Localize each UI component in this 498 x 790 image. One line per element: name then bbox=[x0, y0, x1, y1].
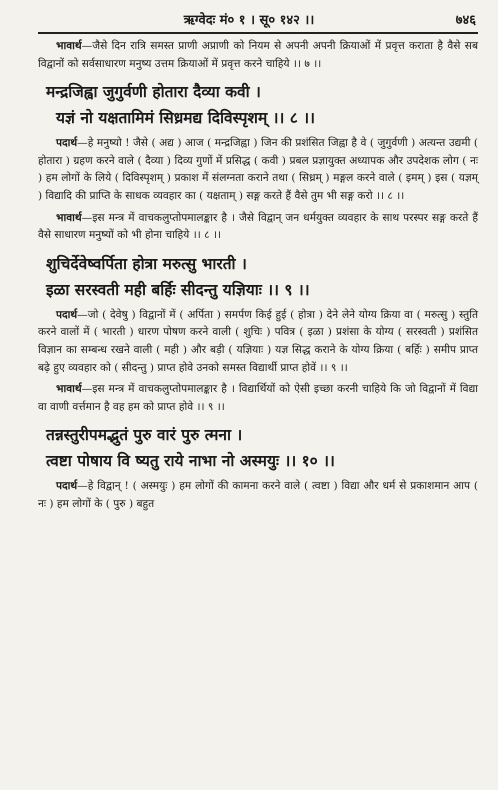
mantra-9-line-1: शुचिर्देवेष्वर्पिता होत्रा मरुत्सु भारती । bbox=[46, 253, 247, 273]
padarth-text: —हे मनुष्यो ! जैसे ( अद्य ) आज ( मन्द्रजिह्वा ) जिन की प्रशंसित जिह्वा है वे ( जुगुर्वणी ) अत्यन्त उद्यमी ( होतारा ) ग्रहण करने वाले ( दैव्या ) दिव्य गुणों में प्रसिद्ध ( कवी ) प्रबल प्रज्ञायुक्त अध्यापक और उपदेशक लोग ( नः ) हम लोगों के लिये ( दिविस्पृशम् ) प्रकाश में संलग्नता कराने तथा ( सिध्रम् ) मङ्गल करने वाले ( इमम् ) इस ( यज्ञम् ) विद्यादि की प्राप्ति के साधक व्यवहार का ( यक्षताम् ) सङ्ग करते हैं वैसे तुम भी सङ्ग करो ।। ८ ।। bbox=[38, 137, 478, 202]
padarth-8 bbox=[38, 135, 478, 205]
bhavarth-text: —इस मन्त्र में वाचकलुप्तोपमालङ्कार है । जैसे विद्वान् जन धर्मयुक्त व्यवहार के साथ परस्पर सङ्ग करते हैं वैसे साधारण मनुष्यों को भी होना चाहिये ।। ८ ।। bbox=[38, 211, 478, 242]
running-title: ऋग्वेदः मं० १ । सू० १४२ ।। bbox=[183, 13, 315, 28]
page-number: ७४६ bbox=[455, 13, 476, 28]
mantra-8-line-2: यज्ञं नो यक्षतामिमं सिध्रमद्य दिविस्पृशम् ।। ८ ।। bbox=[56, 108, 315, 128]
bhavarth-label: भावार्थ bbox=[56, 40, 82, 52]
padarth-text: —जो ( देवेषु ) विद्वानों में ( अर्पिता ) समर्पण किई हुई ( होत्रा ) देने लेने योग्य क्रिया वा ( मरुत्सु ) स्तुति करने वालों में ( भारती ) धारण पोषण करने वाली ( शुचिः ) पवित्र ( इळा ) प्रशंसा के योग्य ( सरस्वती ) प्रशंसित विज्ञान का सम्बन्ध रखने वाली ( मही ) और बड़ी ( यज्ञियाः ) यज्ञ सिद्ध कराने के योग्य क्रिया ( बर्हिः ) समीप प्राप्त बढ़े हुए व्यवहार को ( सीदन्तु ) प्राप्त होवे उनको समस्त विद्यार्थी प्राप्त होवें ।। ९ ।। bbox=[38, 308, 478, 374]
bhavarth-label: भावार्थ bbox=[56, 211, 82, 224]
page-body bbox=[38, 38, 478, 514]
mantra-10-line-2: त्वष्टा पोषाय वि ष्यतु राये नाभा नो अस्मयुः ।। १० ।। bbox=[46, 451, 335, 471]
bhavarth-9 bbox=[38, 381, 478, 416]
bhavarth-7 bbox=[38, 38, 478, 73]
mantra-9-line-2: इळा सरस्वती मही बर्हिः सीदन्तु यज्ञियाः ।। ९ ।। bbox=[46, 279, 310, 299]
bhavarth-label: भावार्थ bbox=[56, 383, 82, 396]
padarth-9 bbox=[38, 307, 478, 377]
padarth-10 bbox=[38, 478, 478, 513]
page-header bbox=[0, 8, 498, 30]
header-rule bbox=[38, 32, 478, 34]
bhavarth-8 bbox=[38, 210, 478, 245]
mantra-10-line-1: तन्नस्तुरीपमद्भुतं पुरु वारं पुरु त्मना । bbox=[46, 425, 243, 445]
bhavarth-text: —जैसे दिन रात्रि समस्त प्राणी अप्राणी को नियम से अपनी अपनी क्रियाओं में प्रवृत्त कराता है वैसे सब विद्वानों को सर्वसाधारण मनुष्य उत्तम क्रियाओं में प्रवृत्त करने चाहिये ।। ७ ।। bbox=[38, 40, 478, 70]
mantra-8-line-1: मन्द्रजिह्वा जुगुर्वणी होतारा दैव्या कवी । bbox=[46, 82, 261, 102]
padarth-label: पदार्थ bbox=[56, 480, 78, 493]
bhavarth-text: —इस मन्त्र में वाचकलुप्तोपमालङ्कार है । विद्यार्थियों को ऐसी इच्छा करनी चाहिये कि जो विद्वानों में विद्या वा वाणी वर्त्तमान है वह हम को प्राप्त होवे ।। ९ ।। bbox=[38, 383, 478, 413]
padarth-label: पदार्थ bbox=[56, 137, 78, 150]
padarth-text: —हे विद्वान् ! ( अस्मयुः ) हम लोगों की कामना करने वाले ( त्वष्टा ) विद्या और धर्म से प्रकाशमान आप ( नः ) हम लोगों के ( पुरु ) बहुत bbox=[38, 480, 478, 510]
padarth-label: पदार्थ bbox=[56, 308, 78, 321]
